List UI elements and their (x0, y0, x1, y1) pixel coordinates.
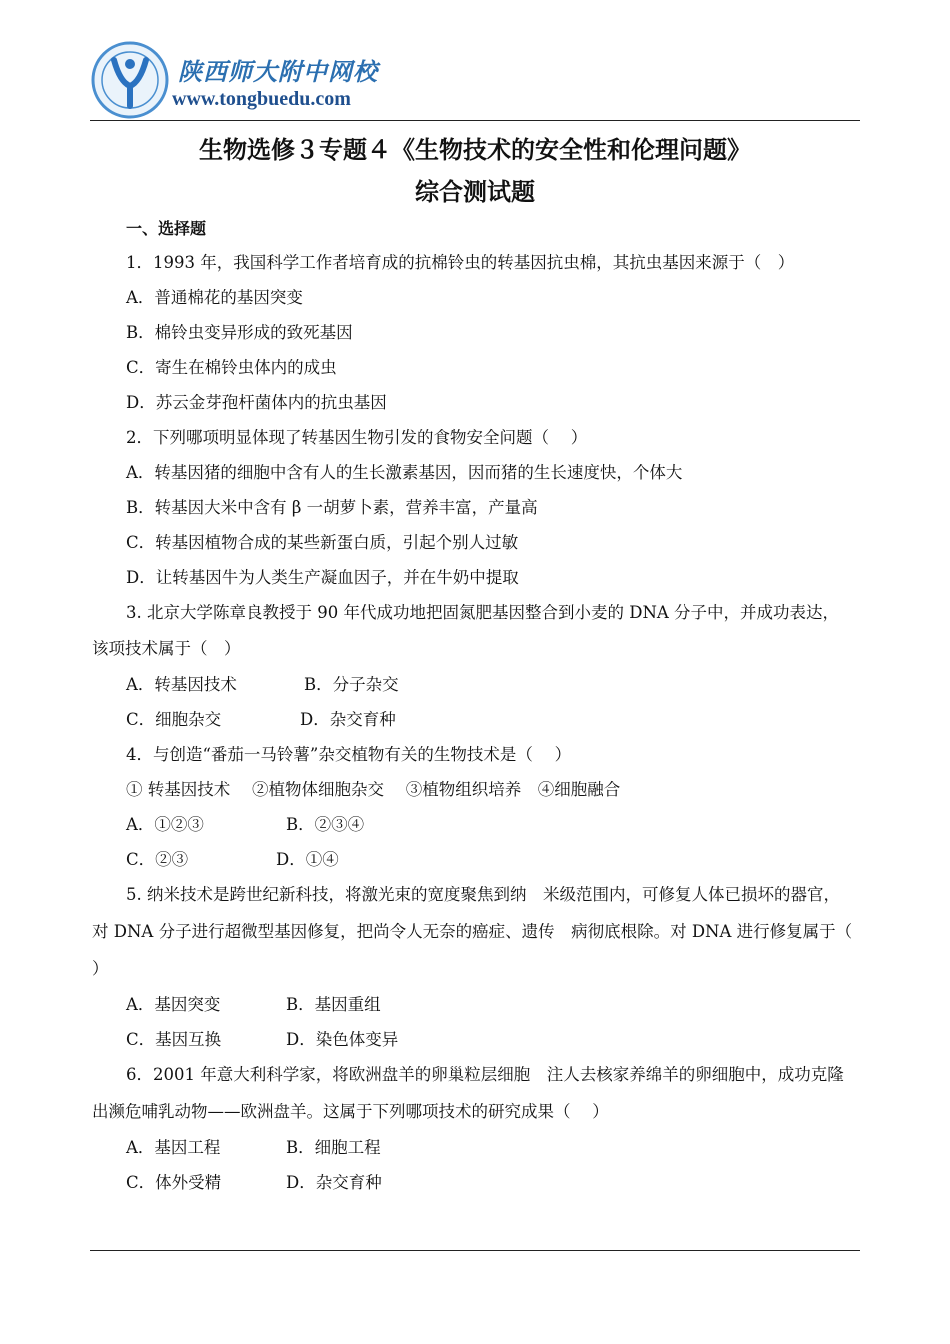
section-heading: 一、选择题 (126, 219, 207, 238)
question-1-option-b: B．棉铃虫变异形成的致死基因 (126, 323, 353, 342)
question-5-option-b: B．基因重组 (286, 995, 381, 1014)
question-6-option-b: B．细胞工程 (286, 1138, 381, 1157)
question-4-stem: 4．与创造“番茄一马铃薯”杂交植物有关的生物技术是（ ） (126, 745, 572, 764)
question-3-option-b: B．分子杂交 (304, 675, 399, 694)
question-1-stem: 1．1993 年，我国科学工作者培育成的抗棉铃虫的转基因抗虫棉，其抗虫基因来源于（ ） (126, 253, 795, 272)
header-divider (90, 120, 860, 121)
question-6-option-c: C．体外受精 (126, 1173, 222, 1192)
question-1-option-d: D．苏云金芽孢杆菌体内的抗虫基因 (126, 393, 387, 412)
question-4-items: ① 转基因技术 ②植物体细胞杂交 ③植物组织培养 ④细胞融合 (126, 780, 621, 799)
logo-url: www.tongbuedu.com (172, 88, 351, 110)
question-5-stem-end: ） (92, 959, 109, 978)
question-6-option-a: A．基因工程 (126, 1138, 221, 1157)
question-2-option-b: B．转基因大米中含有 β 一胡萝卜素，营养丰富，产量高 (126, 498, 538, 517)
question-3-option-c: C．细胞杂交 (126, 710, 222, 729)
question-2-option-c: C．转基因植物合成的某些新蛋白质，引起个别人过敏 (126, 533, 519, 552)
question-1-option-c: C．寄生在棉铃虫体内的成虫 (126, 358, 337, 377)
question-4-option-b: B．②③④ (286, 815, 365, 834)
school-emblem-icon (90, 40, 170, 120)
question-2-option-d: D．让转基因牛为人类生产凝血因子，并在牛奶中提取 (126, 568, 519, 587)
question-5-option-a: A．基因突变 (126, 995, 221, 1014)
footer-divider (90, 1250, 860, 1251)
question-3-option-a: A．转基因技术 (126, 675, 237, 694)
question-2-option-a: A．转基因猪的细胞中含有人的生长激素基因，因而猪的生长速度快，个体大 (126, 463, 683, 482)
question-1-option-a: A．普通棉花的基因突变 (126, 288, 303, 307)
question-4-option-a: A．①②③ (126, 815, 204, 834)
question-5-option-c: C．基因互换 (126, 1030, 222, 1049)
question-3-stem-cont: 该项技术属于（ ） (92, 639, 241, 658)
logo-school-name: 陕西师大附中网校 (178, 57, 378, 86)
question-5-stem: 5. 纳米技术是跨世纪新科技，将激光束的宽度聚焦到纳 米级范围内，可修复人体已损坏的器官， (126, 885, 840, 904)
question-6-stem-cont: 出濒危哺乳动物——欧洲盘羊。这属于下列哪项技术的研究成果（ ） (92, 1102, 609, 1121)
document-title: 生物选修３专题４《生物技术的安全性和伦理问题》 (199, 136, 751, 164)
question-4-option-d: D．①④ (276, 850, 339, 869)
question-4-option-c: C．②③ (126, 850, 189, 869)
question-3-option-d: D．杂交育种 (300, 710, 396, 729)
question-5-stem-cont: 对 DNA 分子进行超微型基因修复，把尚令人无奈的癌症、遗传 病彻底根除。对 DNA 进行修复属于（ (92, 922, 853, 941)
document-subtitle: 综合测试题 (415, 178, 535, 206)
question-6-option-d: D．杂交育种 (286, 1173, 382, 1192)
question-2-stem: 2．下列哪项明显体现了转基因生物引发的食物安全问题（ ） (126, 428, 588, 447)
page-header (90, 40, 860, 120)
question-6-stem: 6．2001 年意大利科学家，将欧洲盘羊的卵巢粒层细胞 注人去核家养绵羊的卵细胞中，成功克隆 (126, 1065, 844, 1084)
question-5-option-d: D．染色体变异 (286, 1030, 399, 1049)
question-3-stem: 3. 北京大学陈章良教授于 90 年代成功地把固氮肥基因整合到小麦的 DNA 分子中，并成功表达， (126, 603, 840, 622)
